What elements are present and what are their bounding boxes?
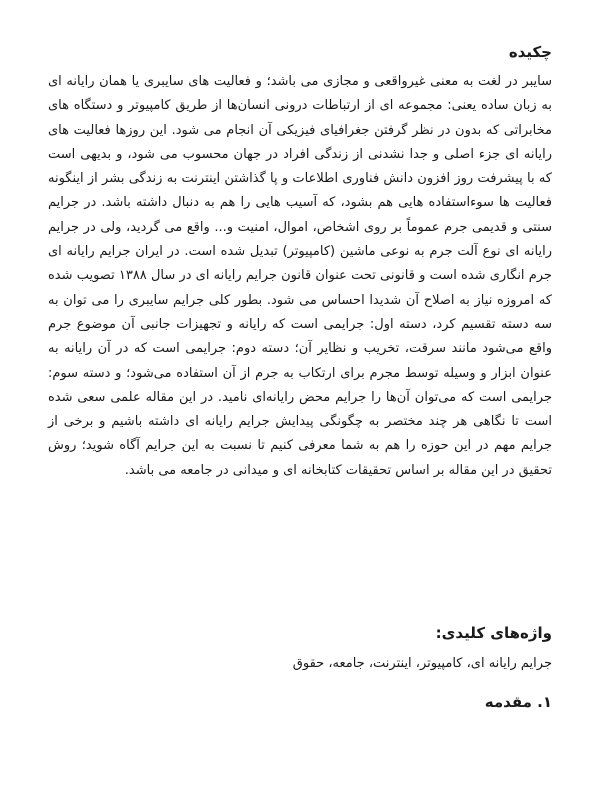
abstract-paragraph: سایبر در لغت به معنی غیرواقعی و مجازی می باشد؛ و فعالیت های سایبری یا همان رایانه ای به زبان ساده یعنی: مجموعه ای از ارتباطات درونی انسان‌ها از طریق کامپیوتر و دستگاه های مخابراتی که بدون در نظر گرفتن جغرافیای فیزیکی آن انجام می شود. این روزها فعالیت های رایانه ای جزء اصلی و جدا نشدنی از زندگی افراد در جهان محسوب می شود، و بدیهی است که با پیشرفت روز افزون دانش فناوری اطلاعات و پا گذاشتن اینترنت به زندگی بشر از اینگونه فعالیت ها سوءاستفاده هایی هم بشود، که آسیب هایی را هم به دنبال داشته باشد. در جرایم سنتی و قدیمی جرم عموماً بر روی اشخاص، اموال، امنیت و... واقع می گردید، ولی در جرایم رایانه ای نوع آلت جرم به نوعی ماشین (کامپیوتر) تبدیل شده است. در ایران جرایم رایانه ای جرم انگاری شده است و قانونی تحت عنوان قانون جرایم رایانه ای در سال ۱۳۸۸ تصویب شده که امروزه نیاز به اصلاح آن شدیدا احساس می شود. بطور کلی جرایم سایبری را می توان به سه دسته تقسیم کرد، دسته اول: جرایمی است که رایانه و تجهیزات جانبی آن موضوع جرم واقع می‌شود مانند سرقت، تخریب و نظایر آن؛ دسته دوم: جرایمی است که در آن رایانه به عنوان ابزار و وسیله توسط مجرم برای ارتکاب به جرم از آن استفاده می‌شود؛ و دسته سوم: جرایمی است که می‌توان آن‌ها را جرایم محض رایانه‌ای نامید. در این مقاله علمی سعی شده است تا نگاهی هر چند مختصر به چگونگی پیدایش جرایم رایانه ای داشته باشیم و برخی از جرایم مهم در این حوزه را هم به شما معرفی کنیم تا نسبت به این جرایم آگاه شوید؛ روش تحقیق در این مقاله بر اساس تحقیقات کتابخانه ای و میدانی در جامعه می باشد. — [48, 74, 552, 478]
abstract-heading: چکیده — [508, 43, 552, 61]
keywords-heading: واژه‌های کلیدی: — [435, 624, 552, 642]
keywords-text: جرایم رایانه ای، کامپیوتر، اینترنت، جامعه، حقوق — [292, 656, 552, 671]
introduction-heading: ۱. مقدمه — [484, 693, 552, 711]
